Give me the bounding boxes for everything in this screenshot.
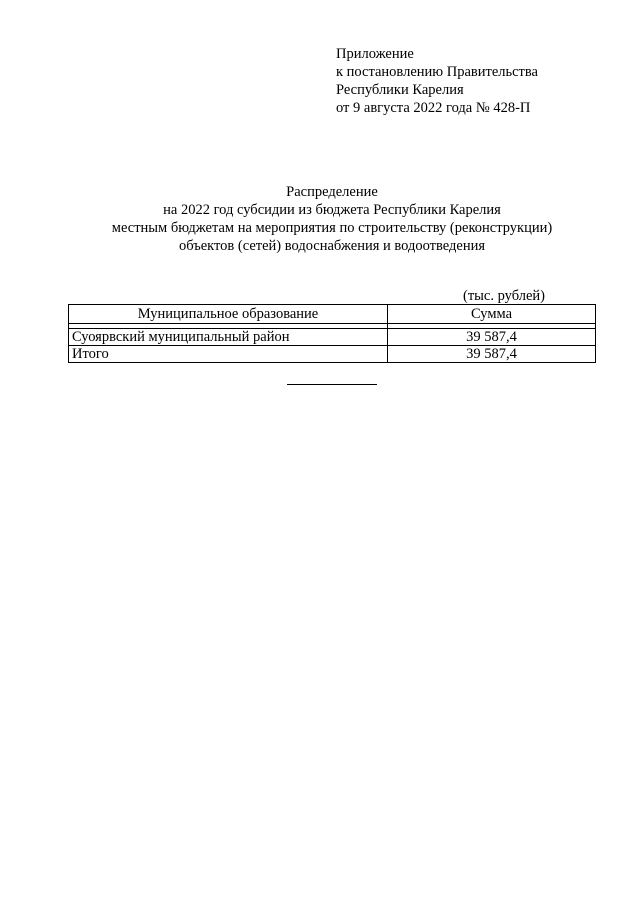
header-municipality: Муниципальное образование: [69, 305, 388, 324]
closing-divider: [287, 384, 377, 385]
appendix-line-resolution: к постановлению Правительства: [336, 64, 538, 80]
table-row: [69, 329, 596, 346]
appendix-line-republic: Республики Карелия: [336, 82, 464, 98]
units-label: (тыс. рублей): [463, 288, 545, 304]
title-line-4: объектов (сетей) водоснабжения и водоотведения: [178, 238, 486, 254]
appendix-line-title: Приложение: [336, 46, 414, 62]
distribution-table: [68, 304, 596, 363]
appendix-line-date: от 9 августа 2022 года № 428-П: [336, 100, 531, 116]
total-sum: 39 587,4: [388, 346, 596, 363]
total-label: Итого: [69, 346, 388, 363]
title-line-2: на 2022 год субсидии из бюджета Республики Карелия: [163, 202, 501, 218]
title-line-1: Распределение: [286, 184, 378, 200]
title-line-3: местным бюджетам на мероприятия по строительству (реконструкции): [111, 220, 553, 236]
table-total-row: [69, 346, 596, 363]
row-municipality: Суоярвский муниципальный район: [69, 329, 388, 346]
row-sum: 39 587,4: [388, 329, 596, 346]
document-title: [68, 183, 596, 255]
appendix-header: [336, 45, 538, 117]
header-sum: Сумма: [388, 305, 596, 324]
table-header-row: [69, 305, 596, 324]
